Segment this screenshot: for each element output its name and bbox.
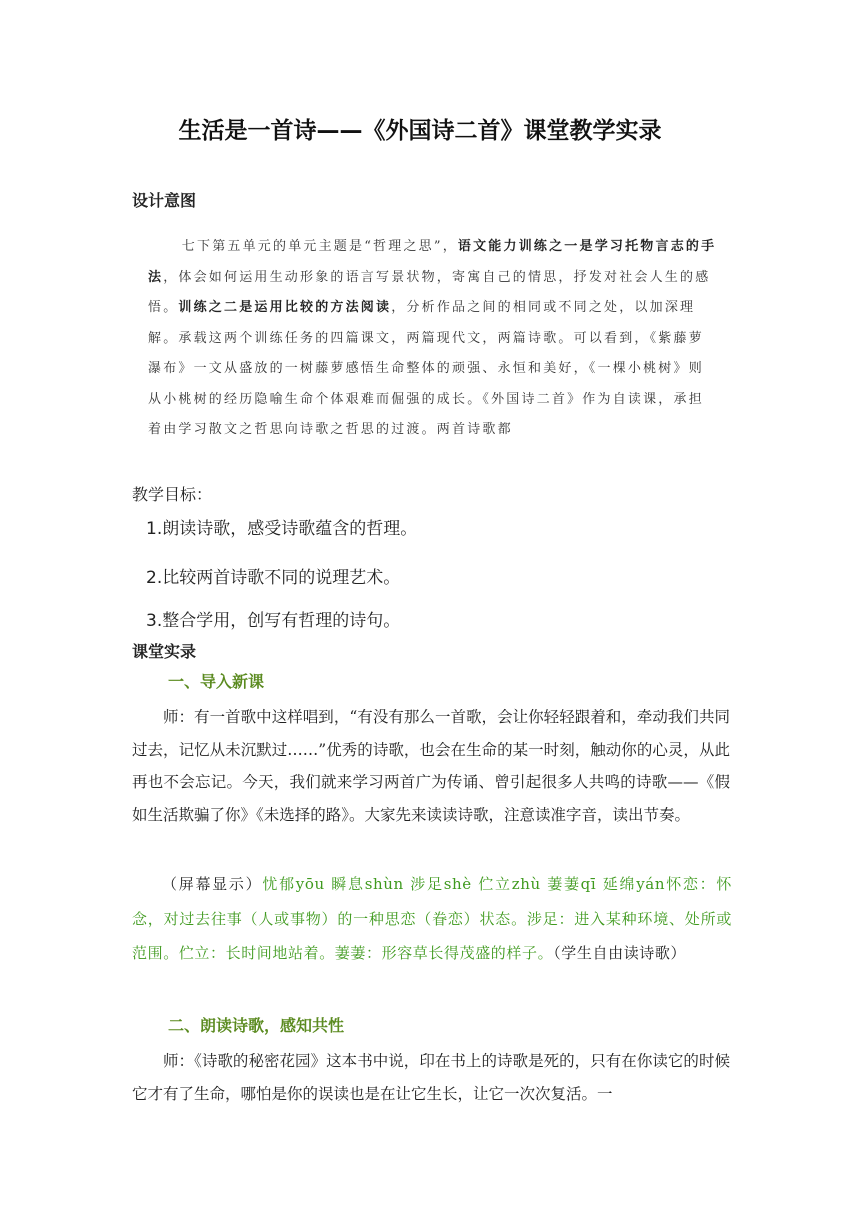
screen-suffix: （学生自由读诗歌） [553, 944, 687, 962]
intro-bold-2: 训练之二是运用比较的方法阅读 [178, 300, 392, 315]
intro-text-3: ，分析作品之间的相同或不同之处，以加深理解。承载这两个训练任务的四篇课文，两篇现代文，两篇诗歌。可以看到，《紫藤萝瀑布》一文从盛放的一树藤萝感悟生命整体的顽强、永恒和美好，《一棵小桃树》则从小桃树的经历隐喻生命个体艰难而倔强的成长。《外国诗二首》作为自读课，承担着由学习散文之哲思向诗歌之哲思的过渡。两首诗歌都 [148, 300, 704, 437]
reading-paragraph: 师：《诗歌的秘密花园》这本书中说，印在书上的诗歌是死的，只有在你读它的时候它才有了生命，哪怕是你的误读也是在让它生长，让它一次次复活。一 [132, 1052, 730, 1103]
screen-display-paragraph [132, 867, 732, 971]
screen-vocab-text: 忧郁yōu 瞬息shùn 涉足shè 伫立zhù 萋萋qī 延绵yán怀恋：怀念，对过去往事（人或事物）的一种思恋（眷恋）状态。涉足：进入某种环境、处所或范围。伫立：长时间地站着。萋萋：形容草长得茂盛的样子。 [132, 875, 732, 962]
goals-label: 教学目标： [132, 485, 213, 504]
design-intro-paragraph [148, 232, 718, 446]
screen-prefix: （屏幕显示） [162, 875, 263, 893]
section-heading-reading: 二、朗读诗歌，感知共性 [168, 1016, 345, 1035]
record-heading: 课堂实录 [132, 642, 197, 661]
goal-item: 2.比较两首诗歌不同的说理艺术。 [146, 568, 401, 588]
intro-bold-1: 语文能力训练之一是学习托物言志的手法 [148, 239, 717, 285]
intro-text-1: 七下第五单元的单元主题是“哲理之思”， [181, 239, 458, 254]
design-heading: 设计意图 [132, 191, 197, 210]
goal-item: 3.整合学用，创写有哲理的诗句。 [146, 611, 401, 631]
intro-lesson-paragraph: 师：有一首歌中这样唱到，“有没有那么一首歌，会让你轻轻跟着和，牵动我们共同过去，记忆从未沉默过……”优秀的诗歌，也会在生命的某一时刻，触动你的心灵，从此再也不会忘记。今天，我们就来学习两首广为传诵、曾引起很多人共鸣的诗歌——《假如生活欺骗了你》《未选择的路》。大家先来读读诗歌，注意读准字音，读出节奏。 [132, 708, 730, 824]
goal-item: 1.朗读诗歌，感受诗歌蕴含的哲理。 [146, 519, 418, 539]
page-title: 生活是一首诗——《外国诗二首》课堂教学实录 [178, 118, 662, 144]
intro-text-2: ，体会如何运用生动形象的语言写景状物，寄寓自己的情思，抒发对社会人生的感悟。 [148, 269, 711, 315]
section-heading-intro: 一、导入新课 [168, 672, 265, 691]
